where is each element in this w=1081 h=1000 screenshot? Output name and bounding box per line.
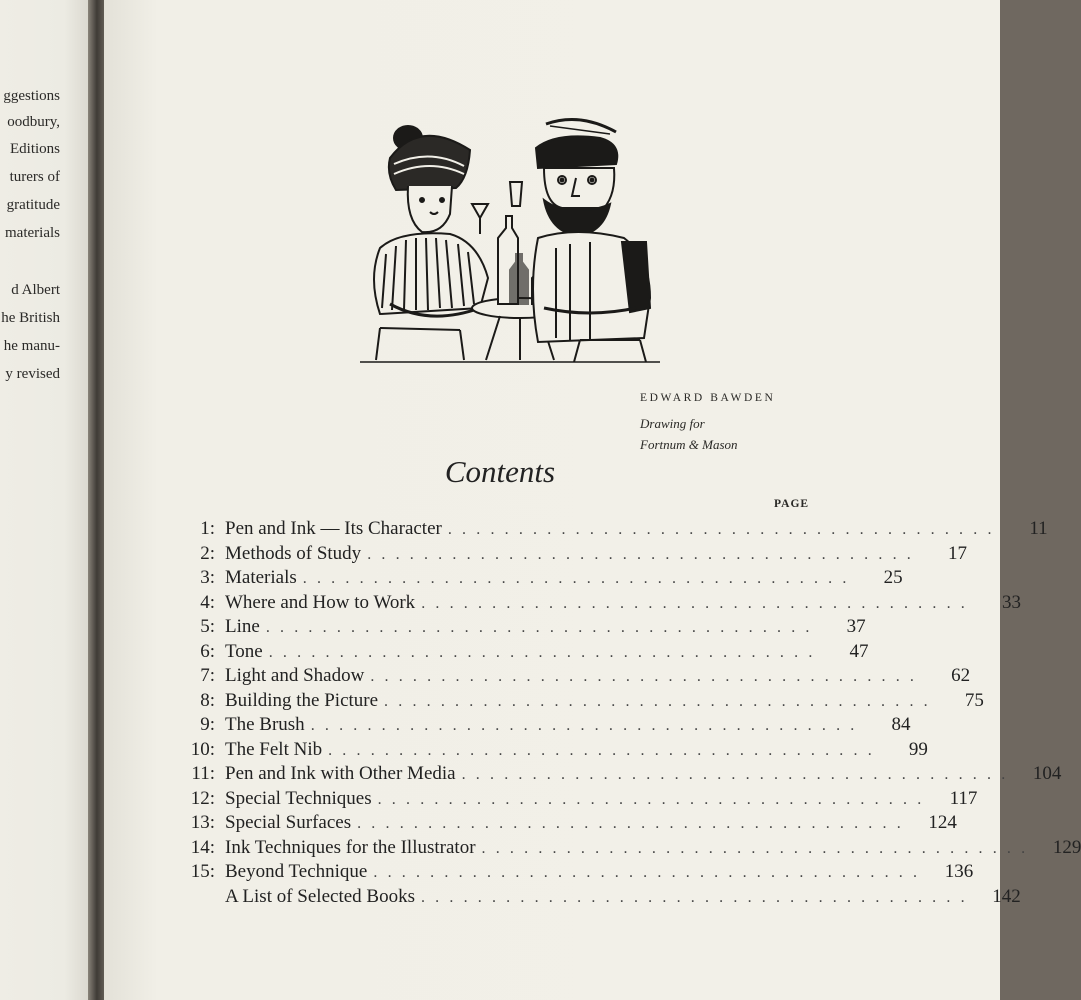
toc-entry-number: 7: [200,665,215,686]
toc-entry [170,689,984,715]
toc-entry-page: 33 [1002,591,1021,613]
toc-entry-page: 104 [1032,763,1062,784]
left-page-text-line: turers of [9,169,60,185]
toc-leader-dots: ....................................... [377,790,932,808]
toc-leader-dots: ....................................... [461,766,1016,783]
left-page-text-line: d Albert [11,282,60,298]
toc-entry-number: 6: [200,640,215,662]
toc-entry-title: Light and Shadow [225,665,365,686]
toc-entry-title: Building the Picture [225,689,379,711]
toc-entry-title: Special Techniques [225,787,372,809]
toc-entry-page: 124 [928,812,957,833]
toc-leader-dots: ....................................... [268,643,823,661]
toc-entry [170,738,928,764]
left-page-text-line: he British [1,310,60,326]
toc-entry-page: 142 [992,885,1021,907]
toc-entry-page: 99 [908,738,928,760]
toc-entry-number: 15: [190,861,215,882]
toc-entry-page: 25 [883,567,903,588]
toc-leader-dots: ....................................... [302,570,857,587]
toc-entry-page: 136 [944,861,974,882]
left-page-text-line: y revised [5,366,60,382]
toc-entry-number: 2: [200,542,215,564]
toc-leader-dots: ....................................... [357,815,911,832]
toc-entry-title: Materials [225,567,297,588]
toc-entry-number: 10: [190,738,215,760]
toc-entry-number: 3: [200,567,215,588]
toc-entry-number: 12: [190,787,215,809]
toc-entry-number: 1: [200,518,215,539]
toc-entry-page: 62 [951,665,971,686]
page-column-header: PAGE [774,498,810,510]
toc-entry [170,542,967,568]
toc-entry-title: Pen and Ink with Other Media [225,763,456,784]
toc-leader-dots: ....................................... [328,741,882,759]
toc-entry [170,567,903,592]
toc-entry-title: Special Surfaces [225,812,352,833]
toc-entry-title: Beyond Technique [225,861,368,882]
toc-leader-dots: ....................................... [447,521,1002,538]
left-page-text-line: ggestions [3,88,60,104]
toc-entry-number: 11: [191,763,215,784]
toc-entry [170,665,971,690]
toc-entry-title: Line [225,616,260,637]
toc-entry [170,763,1062,788]
left-page-text-line: he manu- [3,338,60,354]
toc-leader-dots: ....................................... [384,692,938,710]
caption-line-2: Fortnum & Mason [640,437,738,452]
toc-leader-dots: ....................................... [367,545,921,563]
left-page-text-line: materials [5,225,60,241]
toc-entry [170,885,1021,911]
toc-entry [170,616,866,641]
toc-leader-dots: ....................................... [265,619,820,636]
toc-entry [170,714,911,739]
left-page-text-line: gratitude [6,197,60,213]
toc-entry-page: 117 [949,787,978,809]
caption-artist: EDWARD BAWDEN [640,392,776,404]
toc-entry [170,861,974,886]
left-page-text-line: Editions [9,141,60,157]
toc-entry-number: 4: [200,591,215,613]
toc-entry-page: 37 [846,616,866,637]
toc-entry-page: 17 [948,542,967,564]
toc-entry-title: A List of Selected Books [225,885,415,907]
toc-entry-title: Methods of Study [225,542,362,564]
contents-title: Contents [444,454,556,489]
toc-entry-title: The Felt Nib [225,738,323,760]
toc-entry-number: 8: [200,689,215,711]
table-of-contents [170,518,1081,910]
toc-entry-number: 9: [200,714,215,735]
toc-entry-page: 11 [1029,518,1048,539]
toc-entry-title: Pen and Ink — Its Character [225,518,442,539]
toc-leader-dots: ....................................... [421,594,975,612]
toc-entry-page: 84 [891,714,911,735]
toc-leader-dots: ....................................... [373,864,928,881]
toc-entry [170,518,1048,543]
toc-entry-title: Ink Techniques for the Illustrator [225,836,476,858]
toc-entry-title: The Brush [225,714,305,735]
bawden-drawing-illustration [360,108,660,370]
toc-entry [170,787,978,813]
left-page-text-line: oodbury, [7,114,60,130]
toc-entry-page: 47 [849,640,869,662]
toc-entry-page: 75 [964,689,984,711]
toc-entry [170,836,1081,862]
toc-leader-dots: ....................................... [370,668,925,685]
caption-line-1: Drawing for [640,416,705,431]
toc-entry-title: Where and How to Work [225,591,416,613]
toc-entry-title: Tone [225,640,263,662]
toc-entry-number: 5: [200,616,215,637]
toc-leader-dots: ....................................... [420,888,975,906]
toc-leader-dots: ....................................... [310,717,865,734]
toc-entry-page: 129 [1052,836,1081,858]
toc-entry-number: 14: [190,836,215,858]
toc-entry-number: 13: [190,812,215,833]
toc-entry [170,591,1021,617]
toc-entry [170,812,957,837]
left-page [0,0,92,1000]
toc-entry [170,640,869,666]
toc-leader-dots: ....................................... [481,839,1036,857]
